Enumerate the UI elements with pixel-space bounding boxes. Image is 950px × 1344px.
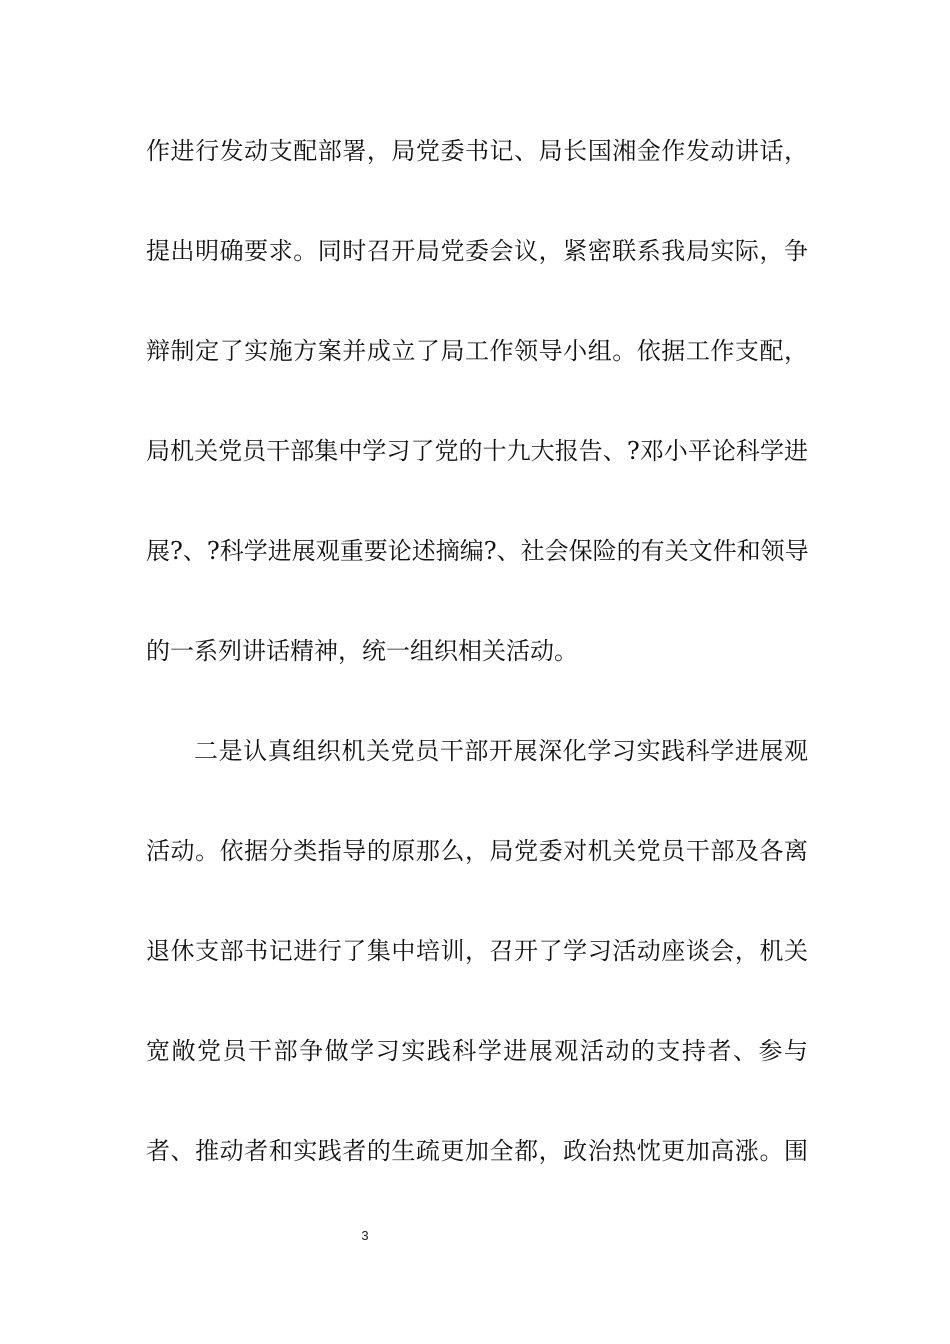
text-line-10: 宽敞党员干部争做学习实践科学进展观活动的支持者、参与 [146,1037,808,1065]
text-line-1: 作进行发动支配部署，局党委书记、局长国湘金作发动讲话， [146,137,808,165]
text-line-5: 展?、?科学进展观重要论述摘编?、社会保险的有关文件和领导 [146,537,809,565]
text-line-6: 的一系列讲话精神，统一组织相关活动。 [146,637,578,665]
text-line-3: 辩制定了实施方案并成立了局工作领导小组。依据工作支配， [146,337,808,365]
text-line-7: 二是认真组织机关党员干部开展深化学习实践科学进展观 [194,737,808,765]
text-line-11: 者、推动者和实践者的生疏更加全都，政治热忱更加高涨。围 [146,1137,808,1165]
text-line-9: 退休支部书记进行了集中培训，召开了学习活动座谈会，机关 [146,937,808,965]
text-line-2: 提出明确要求。同时召开局党委会议，紧密联系我局实际，争 [146,237,808,265]
page-number: 3 [361,1228,369,1243]
text-line-4: 局机关党员干部集中学习了党的十九大报告、?邓小平论科学进 [146,437,808,465]
text-line-8: 活动。依据分类指导的原那么，局党委对机关党员干部及各离 [146,837,808,865]
